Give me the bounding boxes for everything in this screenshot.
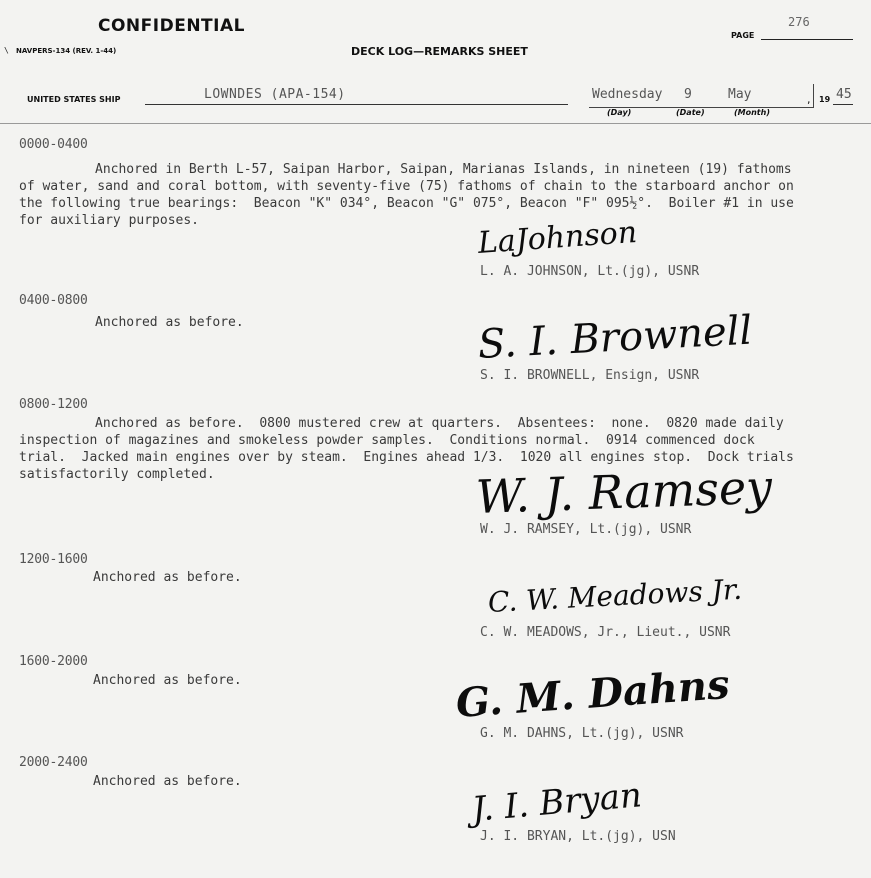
handwritten-signature: LaJohnson xyxy=(476,214,639,261)
page-label: PAGE xyxy=(731,31,755,40)
remark-line: satisfactorily completed. xyxy=(19,467,215,482)
corner-tick-mark: \ xyxy=(4,46,9,55)
day-label: (Day) xyxy=(607,108,632,117)
remark-line: trial. Jacked main engines over by steam. Engines ahead 1/3. 1020 all engines stop. Dock trials xyxy=(19,450,794,465)
month-value: May xyxy=(728,87,752,102)
watch-time: 1200-1600 xyxy=(19,552,88,567)
date-comma: , xyxy=(807,93,811,106)
remark-line: the following true bearings: Beacon "K" 034°, Beacon "G" 075°, Beacon "F" 095½°. Boiler #1 in use xyxy=(19,196,794,211)
officer-name: G. M. DAHNS, Lt.(jg), USNR xyxy=(480,726,684,741)
page-number: 276 xyxy=(788,15,810,29)
month-label: (Month) xyxy=(734,108,770,117)
handwritten-signature: J. I. Bryan xyxy=(470,775,644,830)
handwritten-signature: W. J. Ramsey xyxy=(475,459,773,524)
year-prefix: 19 xyxy=(819,95,831,104)
ship-label: UNITED STATES SHIP xyxy=(27,95,121,104)
remark-line: Anchored as before. xyxy=(93,673,242,688)
officer-name: W. J. RAMSEY, Lt.(jg), USNR xyxy=(480,522,692,537)
day-value: Wednesday xyxy=(592,87,663,102)
year-value: 45 xyxy=(836,87,852,102)
remark-line: Anchored as before. xyxy=(93,570,242,585)
remark-line: Anchored as before. xyxy=(95,315,244,330)
remark-line: Anchored as before. 0800 mustered crew at quarters. Absentees: none. 0820 made daily xyxy=(95,416,784,431)
date-label: (Date) xyxy=(676,108,705,117)
sheet-title: DECK LOG—REMARKS SHEET xyxy=(351,45,528,58)
form-number: NAVPERS-134 (REV. 1-44) xyxy=(16,47,117,55)
handwritten-signature: C. W. Meadows Jr. xyxy=(487,572,743,619)
watch-time: 0000-0400 xyxy=(19,137,88,152)
remark-line: Anchored as before. xyxy=(93,774,242,789)
watch-time: 2000-2400 xyxy=(19,755,88,770)
year-line xyxy=(833,104,853,105)
watch-time: 0800-1200 xyxy=(19,397,88,412)
remark-line: for auxiliary purposes. xyxy=(19,213,200,228)
header-rule xyxy=(0,123,871,124)
officer-name: S. I. BROWNELL, Ensign, USNR xyxy=(480,368,700,383)
handwritten-signature: S. I. Brownell xyxy=(476,307,754,368)
classification-heading: CONFIDENTIAL xyxy=(98,16,245,36)
remark-line: inspection of magazines and smokeless powder samples. Conditions normal. 0914 commenced dock xyxy=(19,433,755,448)
ship-name-line xyxy=(145,104,568,105)
remark-line: of water, sand and coral bottom, with seventy-five (75) fathoms of chain to the starboard anchor on xyxy=(19,179,794,194)
watch-time: 1600-2000 xyxy=(19,654,88,669)
ship-name: LOWNDES (APA-154) xyxy=(204,87,346,102)
officer-name: J. I. BRYAN, Lt.(jg), USN xyxy=(480,829,676,844)
officer-name: C. W. MEADOWS, Jr., Lieut., USNR xyxy=(480,625,731,640)
officer-name: L. A. JOHNSON, Lt.(jg), USNR xyxy=(480,264,700,279)
page-number-line xyxy=(761,39,853,40)
remark-line: Anchored in Berth L-57, Saipan Harbor, Saipan, Marianas Islands, in nineteen (19) fathoms xyxy=(95,162,792,177)
date-value: 9 xyxy=(684,87,692,102)
handwritten-signature: G. M. Dahns xyxy=(454,660,731,727)
watch-time: 0400-0800 xyxy=(19,293,88,308)
